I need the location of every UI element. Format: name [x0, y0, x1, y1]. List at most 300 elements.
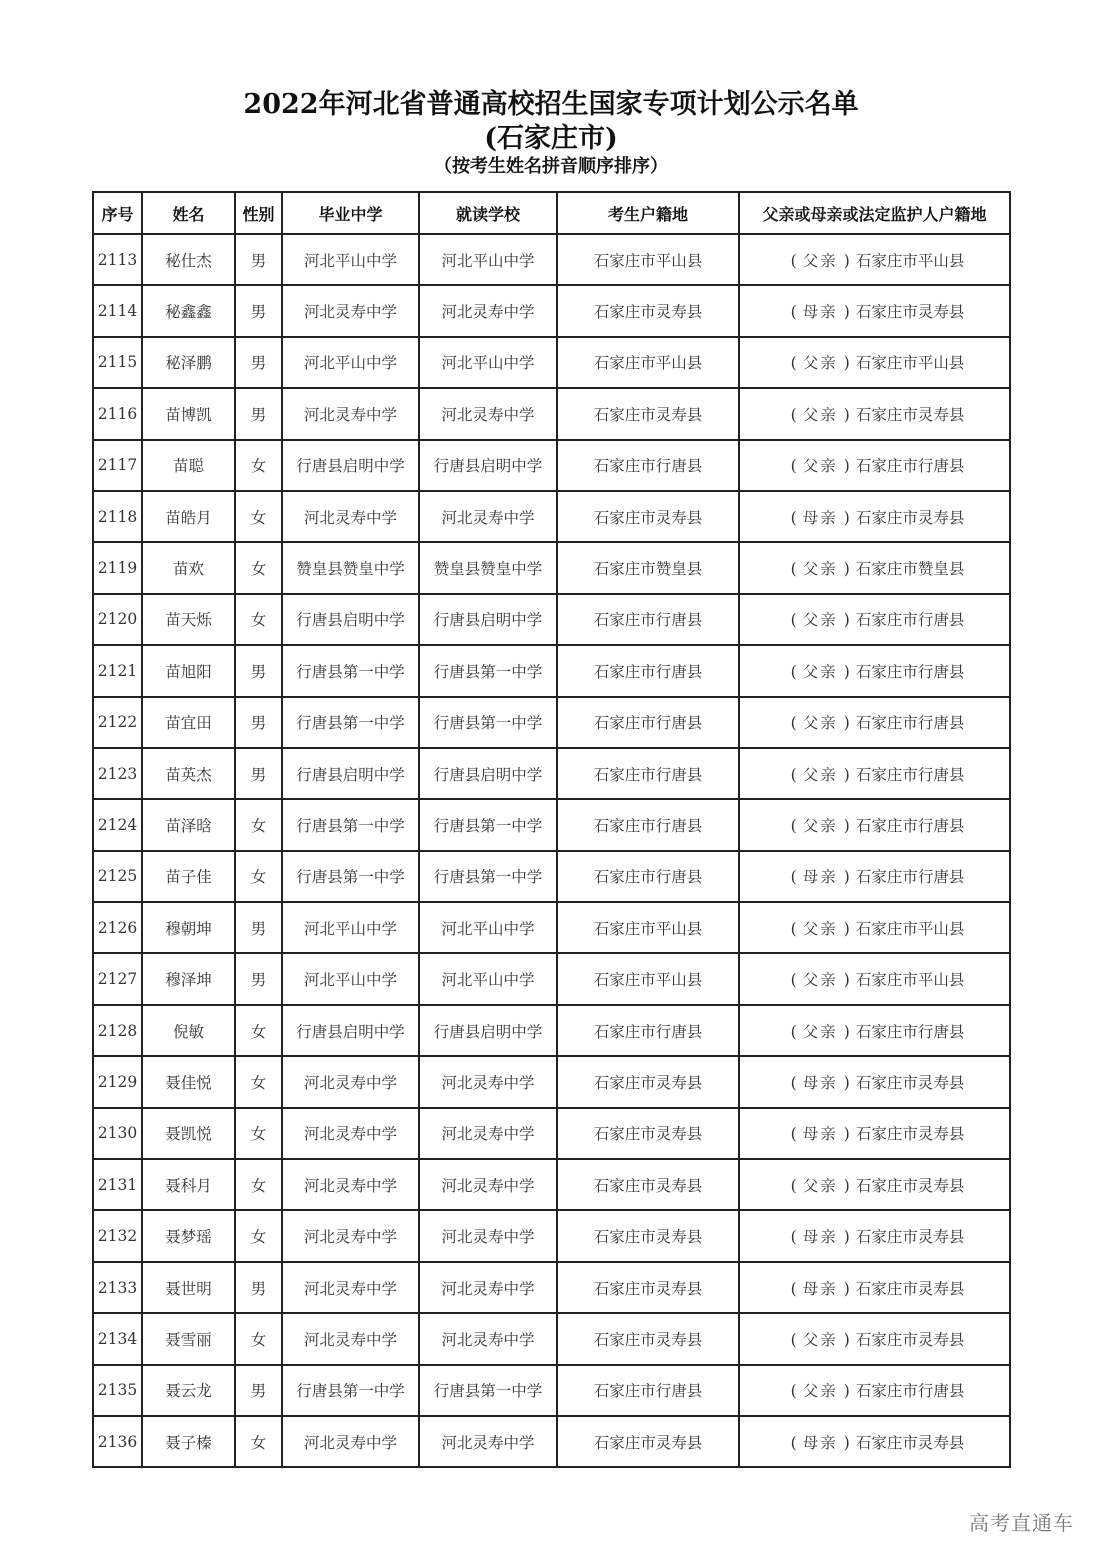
cell-name: 苗泽晗	[142, 799, 235, 850]
cell-grad-school: 河北平山中学	[282, 234, 419, 285]
cell-current-school: 赞皇县赞皇中学	[419, 542, 557, 593]
cell-grad-school: 行唐县启明中学	[282, 594, 419, 645]
cell-name: 秘仕杰	[142, 234, 235, 285]
cell-gender: 女	[235, 1108, 282, 1159]
cell-name: 聂凯悦	[142, 1108, 235, 1159]
cell-name: 苗宜田	[142, 697, 235, 748]
cell-grad-school: 行唐县第一中学	[282, 851, 419, 902]
cell-name: 苗英杰	[142, 748, 235, 799]
guardian-location: 石家庄市赞皇县	[855, 560, 965, 579]
cell-name: 聂云龙	[142, 1365, 235, 1416]
close-paren: )	[843, 816, 850, 835]
table-row	[93, 799, 1010, 850]
cell-gender: 男	[235, 902, 282, 953]
close-paren: )	[843, 765, 850, 784]
cell-name: 苗天烁	[142, 594, 235, 645]
cell-grad-school: 行唐县启明中学	[282, 748, 419, 799]
guardian-relation: 父亲	[802, 919, 838, 938]
cell-hukou: 石家庄市行唐县	[557, 440, 739, 491]
cell-current-school: 河北灵寿中学	[419, 285, 557, 336]
cell-no: 2115	[93, 337, 142, 388]
cell-hukou: 石家庄市行唐县	[557, 1365, 739, 1416]
column-header-gender: 性别	[235, 192, 282, 234]
open-paren: (	[790, 868, 797, 887]
guardian-location: 石家庄市灵寿县	[855, 508, 965, 527]
cell-guardian-hukou	[739, 953, 1010, 1004]
open-paren: (	[790, 714, 797, 733]
cell-grad-school: 河北灵寿中学	[282, 1210, 419, 1261]
cell-gender: 女	[235, 1416, 282, 1467]
guardian-relation: 母亲	[802, 1228, 838, 1247]
column-header-current-school: 就读学校	[419, 192, 557, 234]
close-paren: )	[843, 662, 850, 681]
guardian-location: 石家庄市灵寿县	[855, 405, 965, 424]
cell-gender: 女	[235, 594, 282, 645]
close-paren: )	[843, 971, 850, 990]
cell-no: 2129	[93, 1056, 142, 1107]
cell-grad-school: 河北灵寿中学	[282, 1416, 419, 1467]
cell-no: 2134	[93, 1313, 142, 1364]
guardian-location: 石家庄市行唐县	[855, 457, 965, 476]
cell-hukou: 石家庄市行唐县	[557, 799, 739, 850]
cell-grad-school: 河北灵寿中学	[282, 1159, 419, 1210]
table-row	[93, 388, 1010, 439]
cell-guardian-hukou	[739, 1108, 1010, 1159]
cell-hukou: 石家庄市行唐县	[557, 851, 739, 902]
cell-grad-school: 河北灵寿中学	[282, 1056, 419, 1107]
cell-guardian-hukou	[739, 1416, 1010, 1467]
cell-no: 2127	[93, 953, 142, 1004]
guardian-relation: 父亲	[802, 1382, 838, 1401]
guardian-relation: 母亲	[802, 1073, 838, 1092]
cell-name: 苗博凯	[142, 388, 235, 439]
cell-gender: 女	[235, 851, 282, 902]
cell-current-school: 行唐县第一中学	[419, 851, 557, 902]
cell-gender: 男	[235, 1262, 282, 1313]
cell-no: 2114	[93, 285, 142, 336]
close-paren: )	[843, 1176, 850, 1195]
open-paren: (	[790, 560, 797, 579]
guardian-relation: 父亲	[802, 1330, 838, 1349]
table-row	[93, 1416, 1010, 1467]
guardian-relation: 母亲	[802, 303, 838, 322]
guardian-location: 石家庄市行唐县	[855, 868, 965, 887]
guardian-location: 石家庄市行唐县	[855, 714, 965, 733]
cell-hukou: 石家庄市灵寿县	[557, 1262, 739, 1313]
close-paren: )	[843, 1433, 850, 1452]
cell-current-school: 河北灵寿中学	[419, 491, 557, 542]
cell-current-school: 河北平山中学	[419, 337, 557, 388]
close-paren: )	[843, 1382, 850, 1401]
cell-guardian-hukou	[739, 285, 1010, 336]
cell-grad-school: 赞皇县赞皇中学	[282, 542, 419, 593]
close-paren: )	[843, 1279, 850, 1298]
guardian-relation: 父亲	[802, 971, 838, 990]
close-paren: )	[843, 405, 850, 424]
guardian-location: 石家庄市灵寿县	[855, 1279, 965, 1298]
cell-gender: 男	[235, 697, 282, 748]
table-row	[93, 1056, 1010, 1107]
cell-no: 2120	[93, 594, 142, 645]
open-paren: (	[790, 1022, 797, 1041]
cell-hukou: 石家庄市灵寿县	[557, 491, 739, 542]
open-paren: (	[790, 1279, 797, 1298]
guardian-relation: 母亲	[802, 868, 838, 887]
document-subtitle-sort: （按考生姓名拼音顺序排序）	[434, 156, 668, 177]
guardian-relation: 母亲	[802, 1125, 838, 1144]
cell-grad-school: 河北平山中学	[282, 902, 419, 953]
guardian-location: 石家庄市行唐县	[855, 611, 965, 630]
guardian-location: 石家庄市平山县	[855, 251, 965, 270]
cell-current-school: 行唐县启明中学	[419, 748, 557, 799]
close-paren: )	[843, 868, 850, 887]
cell-grad-school: 河北灵寿中学	[282, 1313, 419, 1364]
cell-name: 聂梦瑶	[142, 1210, 235, 1261]
close-paren: )	[843, 508, 850, 527]
close-paren: )	[843, 919, 850, 938]
cell-current-school: 行唐县启明中学	[419, 1005, 557, 1056]
cell-name: 倪敏	[142, 1005, 235, 1056]
guardian-relation: 父亲	[802, 354, 838, 373]
cell-guardian-hukou	[739, 1056, 1010, 1107]
table-row	[93, 234, 1010, 285]
cell-guardian-hukou	[739, 337, 1010, 388]
table-row	[93, 748, 1010, 799]
guardian-relation: 母亲	[802, 508, 838, 527]
cell-name: 聂世明	[142, 1262, 235, 1313]
guardian-location: 石家庄市平山县	[855, 354, 965, 373]
cell-gender: 女	[235, 440, 282, 491]
cell-current-school: 行唐县第一中学	[419, 645, 557, 696]
guardian-location: 石家庄市行唐县	[855, 816, 965, 835]
open-paren: (	[790, 816, 797, 835]
open-paren: (	[790, 405, 797, 424]
table-row	[93, 1005, 1010, 1056]
table-row	[93, 953, 1010, 1004]
guardian-location: 石家庄市行唐县	[855, 662, 965, 681]
column-header-guardian-hukou: 父亲或母亲或法定监护人户籍地	[739, 192, 1010, 234]
table-row	[93, 1365, 1010, 1416]
cell-current-school: 河北平山中学	[419, 234, 557, 285]
cell-no: 2130	[93, 1108, 142, 1159]
cell-gender: 男	[235, 645, 282, 696]
guardian-location: 石家庄市灵寿县	[855, 303, 965, 322]
cell-gender: 男	[235, 953, 282, 1004]
guardian-location: 石家庄市灵寿县	[855, 1073, 965, 1092]
close-paren: )	[843, 560, 850, 579]
guardian-location: 石家庄市灵寿县	[855, 1228, 965, 1247]
cell-hukou: 石家庄市行唐县	[557, 645, 739, 696]
table-row	[93, 902, 1010, 953]
cell-no: 2118	[93, 491, 142, 542]
cell-current-school: 河北灵寿中学	[419, 1210, 557, 1261]
cell-no: 2123	[93, 748, 142, 799]
open-paren: (	[790, 1073, 797, 1092]
column-header-grad-school: 毕业中学	[282, 192, 419, 234]
table-body	[93, 234, 1010, 1467]
document-subtitle-city: (石家庄市)	[484, 123, 618, 154]
cell-guardian-hukou	[739, 542, 1010, 593]
cell-hukou: 石家庄市灵寿县	[557, 1210, 739, 1261]
cell-name: 苗子佳	[142, 851, 235, 902]
cell-no: 2116	[93, 388, 142, 439]
cell-current-school: 河北平山中学	[419, 902, 557, 953]
cell-current-school: 河北灵寿中学	[419, 1313, 557, 1364]
cell-guardian-hukou	[739, 1005, 1010, 1056]
cell-hukou: 石家庄市平山县	[557, 902, 739, 953]
close-paren: )	[843, 457, 850, 476]
guardian-relation: 父亲	[802, 765, 838, 784]
guardian-relation: 父亲	[802, 405, 838, 424]
cell-no: 2126	[93, 902, 142, 953]
cell-guardian-hukou	[739, 645, 1010, 696]
cell-current-school: 河北灵寿中学	[419, 1159, 557, 1210]
cell-gender: 男	[235, 748, 282, 799]
open-paren: (	[790, 919, 797, 938]
cell-grad-school: 河北灵寿中学	[282, 285, 419, 336]
cell-current-school: 河北灵寿中学	[419, 1262, 557, 1313]
cell-gender: 女	[235, 491, 282, 542]
cell-no: 2131	[93, 1159, 142, 1210]
cell-no: 2135	[93, 1365, 142, 1416]
cell-guardian-hukou	[739, 851, 1010, 902]
close-paren: )	[843, 1330, 850, 1349]
column-header-no: 序号	[93, 192, 142, 234]
cell-guardian-hukou	[739, 1313, 1010, 1364]
cell-grad-school: 河北平山中学	[282, 953, 419, 1004]
roster-table	[92, 191, 1011, 1468]
cell-name: 聂子榛	[142, 1416, 235, 1467]
guardian-location: 石家庄市行唐县	[855, 765, 965, 784]
table-row	[93, 285, 1010, 336]
cell-name: 秘鑫鑫	[142, 285, 235, 336]
cell-grad-school: 河北灵寿中学	[282, 491, 419, 542]
cell-gender: 女	[235, 1210, 282, 1261]
cell-gender: 男	[235, 234, 282, 285]
cell-no: 2128	[93, 1005, 142, 1056]
cell-current-school: 河北灵寿中学	[419, 1056, 557, 1107]
cell-guardian-hukou	[739, 1210, 1010, 1261]
cell-hukou: 石家庄市赞皇县	[557, 542, 739, 593]
table-row	[93, 645, 1010, 696]
cell-hukou: 石家庄市灵寿县	[557, 1159, 739, 1210]
open-paren: (	[790, 662, 797, 681]
guardian-relation: 父亲	[802, 611, 838, 630]
cell-no: 2125	[93, 851, 142, 902]
cell-guardian-hukou	[739, 748, 1010, 799]
close-paren: )	[843, 1125, 850, 1144]
table-row	[93, 594, 1010, 645]
close-paren: )	[843, 354, 850, 373]
cell-gender: 女	[235, 1313, 282, 1364]
cell-no: 2136	[93, 1416, 142, 1467]
open-paren: (	[790, 765, 797, 784]
guardian-relation: 父亲	[802, 457, 838, 476]
cell-current-school: 河北灵寿中学	[419, 1416, 557, 1467]
cell-hukou: 石家庄市灵寿县	[557, 1056, 739, 1107]
cell-name: 聂科月	[142, 1159, 235, 1210]
guardian-location: 石家庄市行唐县	[855, 1382, 965, 1401]
cell-name: 聂雪丽	[142, 1313, 235, 1364]
guardian-location: 石家庄市平山县	[855, 971, 965, 990]
cell-guardian-hukou	[739, 799, 1010, 850]
table-row	[93, 491, 1010, 542]
cell-grad-school: 河北灵寿中学	[282, 388, 419, 439]
cell-hukou: 石家庄市平山县	[557, 953, 739, 1004]
guardian-location: 石家庄市平山县	[855, 919, 965, 938]
guardian-location: 石家庄市灵寿县	[855, 1330, 965, 1349]
open-paren: (	[790, 1330, 797, 1349]
cell-current-school: 行唐县启明中学	[419, 440, 557, 491]
cell-guardian-hukou	[739, 1159, 1010, 1210]
cell-current-school: 行唐县启明中学	[419, 594, 557, 645]
watermark: 高考直通车	[969, 1511, 1074, 1535]
cell-grad-school: 河北灵寿中学	[282, 1262, 419, 1313]
open-paren: (	[790, 1433, 797, 1452]
table-row	[93, 542, 1010, 593]
cell-no: 2122	[93, 697, 142, 748]
cell-current-school: 河北灵寿中学	[419, 1108, 557, 1159]
cell-no: 2124	[93, 799, 142, 850]
cell-grad-school: 行唐县启明中学	[282, 440, 419, 491]
cell-no: 2113	[93, 234, 142, 285]
cell-no: 2132	[93, 1210, 142, 1261]
open-paren: (	[790, 1382, 797, 1401]
cell-name: 苗欢	[142, 542, 235, 593]
cell-guardian-hukou	[739, 1365, 1010, 1416]
table-row	[93, 1108, 1010, 1159]
guardian-relation: 父亲	[802, 251, 838, 270]
cell-guardian-hukou	[739, 902, 1010, 953]
cell-current-school: 行唐县第一中学	[419, 697, 557, 748]
cell-guardian-hukou	[739, 1262, 1010, 1313]
cell-grad-school: 河北平山中学	[282, 337, 419, 388]
table-header-row	[93, 192, 1010, 234]
open-paren: (	[790, 1125, 797, 1144]
cell-name: 穆朝坤	[142, 902, 235, 953]
cell-hukou: 石家庄市灵寿县	[557, 1416, 739, 1467]
guardian-relation: 父亲	[802, 1176, 838, 1195]
open-paren: (	[790, 354, 797, 373]
cell-current-school: 河北灵寿中学	[419, 388, 557, 439]
cell-name: 聂佳悦	[142, 1056, 235, 1107]
close-paren: )	[843, 251, 850, 270]
cell-no: 2119	[93, 542, 142, 593]
open-paren: (	[790, 971, 797, 990]
table-row	[93, 1159, 1010, 1210]
close-paren: )	[843, 1022, 850, 1041]
cell-gender: 男	[235, 285, 282, 336]
table-row	[93, 1210, 1010, 1261]
cell-current-school: 行唐县第一中学	[419, 799, 557, 850]
cell-name: 苗聪	[142, 440, 235, 491]
guardian-relation: 父亲	[802, 1022, 838, 1041]
open-paren: (	[790, 508, 797, 527]
cell-hukou: 石家庄市行唐县	[557, 697, 739, 748]
cell-current-school: 河北平山中学	[419, 953, 557, 1004]
cell-hukou: 石家庄市灵寿县	[557, 285, 739, 336]
open-paren: (	[790, 1176, 797, 1195]
cell-hukou: 石家庄市行唐县	[557, 594, 739, 645]
cell-gender: 男	[235, 337, 282, 388]
cell-guardian-hukou	[739, 440, 1010, 491]
cell-name: 苗皓月	[142, 491, 235, 542]
cell-gender: 女	[235, 799, 282, 850]
guardian-relation: 父亲	[802, 816, 838, 835]
cell-hukou: 石家庄市行唐县	[557, 748, 739, 799]
cell-guardian-hukou	[739, 388, 1010, 439]
cell-grad-school: 行唐县第一中学	[282, 1365, 419, 1416]
guardian-relation: 父亲	[802, 714, 838, 733]
guardian-location: 石家庄市灵寿县	[855, 1125, 965, 1144]
close-paren: )	[843, 714, 850, 733]
column-header-hukou: 考生户籍地	[557, 192, 739, 234]
document-title: 2022年河北省普通高校招生国家专项计划公示名单	[243, 89, 859, 120]
table-row	[93, 1262, 1010, 1313]
cell-name: 穆泽坤	[142, 953, 235, 1004]
guardian-location: 石家庄市灵寿县	[855, 1433, 965, 1452]
cell-name: 苗旭阳	[142, 645, 235, 696]
cell-no: 2117	[93, 440, 142, 491]
close-paren: )	[843, 303, 850, 322]
close-paren: )	[843, 611, 850, 630]
open-paren: (	[790, 303, 797, 322]
cell-grad-school: 河北灵寿中学	[282, 1108, 419, 1159]
cell-gender: 女	[235, 1159, 282, 1210]
cell-grad-school: 行唐县第一中学	[282, 645, 419, 696]
open-paren: (	[790, 1228, 797, 1247]
cell-hukou: 石家庄市灵寿县	[557, 388, 739, 439]
table-row	[93, 851, 1010, 902]
close-paren: )	[843, 1228, 850, 1247]
cell-current-school: 行唐县第一中学	[419, 1365, 557, 1416]
open-paren: (	[790, 251, 797, 270]
cell-hukou: 石家庄市平山县	[557, 234, 739, 285]
guardian-location: 石家庄市灵寿县	[855, 1176, 965, 1195]
cell-guardian-hukou	[739, 594, 1010, 645]
cell-no: 2133	[93, 1262, 142, 1313]
cell-gender: 女	[235, 1056, 282, 1107]
cell-hukou: 石家庄市行唐县	[557, 1005, 739, 1056]
cell-guardian-hukou	[739, 491, 1010, 542]
column-header-name: 姓名	[142, 192, 235, 234]
table-row	[93, 697, 1010, 748]
guardian-relation: 父亲	[802, 662, 838, 681]
guardian-relation: 父亲	[802, 560, 838, 579]
cell-grad-school: 行唐县第一中学	[282, 799, 419, 850]
cell-hukou: 石家庄市灵寿县	[557, 1108, 739, 1159]
cell-guardian-hukou	[739, 234, 1010, 285]
cell-grad-school: 行唐县启明中学	[282, 1005, 419, 1056]
table-row	[93, 1313, 1010, 1364]
cell-gender: 女	[235, 1005, 282, 1056]
cell-hukou: 石家庄市灵寿县	[557, 1313, 739, 1364]
cell-no: 2121	[93, 645, 142, 696]
cell-name: 秘泽鹏	[142, 337, 235, 388]
guardian-relation: 母亲	[802, 1433, 838, 1452]
close-paren: )	[843, 1073, 850, 1092]
guardian-location: 石家庄市行唐县	[855, 1022, 965, 1041]
open-paren: (	[790, 611, 797, 630]
table-row	[93, 337, 1010, 388]
open-paren: (	[790, 457, 797, 476]
cell-hukou: 石家庄市平山县	[557, 337, 739, 388]
cell-gender: 女	[235, 542, 282, 593]
guardian-relation: 母亲	[802, 1279, 838, 1298]
cell-guardian-hukou	[739, 697, 1010, 748]
table-row	[93, 440, 1010, 491]
cell-grad-school: 行唐县第一中学	[282, 697, 419, 748]
